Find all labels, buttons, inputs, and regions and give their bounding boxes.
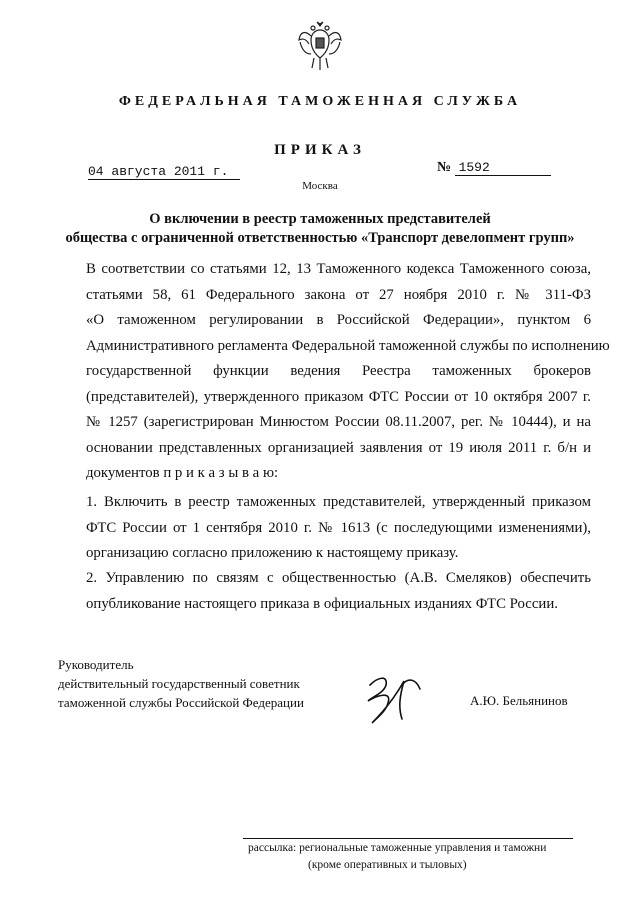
text-line: Административного регламента Федеральной таможенной службы по исполнению — [86, 337, 610, 354]
text-line: основании представленных организацией заявления от 19 июля 2011 г. б/н и — [86, 439, 591, 456]
paragraph-item-2 — [86, 566, 591, 617]
signer-title-line: Руководитель — [58, 657, 134, 672]
distribution-line: (кроме оперативных и тыловых) — [308, 859, 467, 871]
text-line: ФТС России от 1 сентября 2010 г. № 1613 (с последующими изменениями), — [86, 519, 591, 536]
city: Москва — [302, 180, 338, 192]
document-type: ПРИКАЗ — [274, 142, 366, 158]
subject-line-1: О включении в реестр таможенных представителей — [149, 211, 491, 227]
distribution-list — [248, 840, 578, 874]
text-line: организацию согласно приложению к настоящему приказу. — [86, 545, 459, 561]
text-line: (представителей), утвержденного приказом ФТС России от 10 октября 2007 г. — [86, 388, 591, 405]
text-line: 1. Включить в реестр таможенных представителей, утвержденный приказом — [86, 494, 591, 510]
text-line: документов п р и к а з ы в а ю: — [86, 465, 279, 481]
subject-line-2: общества с ограниченной ответственностью «Транспорт девелопмент групп» — [65, 230, 575, 246]
text-line: опубликование настоящего приказа в официальных изданиях ФТС России. — [86, 595, 558, 612]
text-line: В соответствии со статьями 12, 13 Таможенного кодекса Таможенного союза, — [86, 261, 591, 277]
agency-name: ФЕДЕРАЛЬНАЯ ТАМОЖЕННАЯ СЛУЖБА — [118, 94, 522, 109]
text-line: статьями 58, 61 Федерального закона от 27 ноября 2010 г. № 311-ФЗ — [86, 286, 591, 303]
text-line: 2. Управлению по связям с общественностью (А.В. Смеляков) обеспечить — [86, 570, 591, 586]
text-line: государственной функции ведения Реестра таможенных брокеров — [86, 363, 591, 379]
signer-title-line: таможенной службы Российской Федерации — [58, 695, 304, 710]
signer-title — [58, 655, 304, 712]
paragraph-item-1 — [86, 490, 591, 567]
order-number: 1592 — [455, 160, 551, 176]
number-sign: № — [437, 160, 452, 175]
signer-title-line: действительный государственный советник — [58, 676, 300, 691]
emblem-icon — [297, 20, 343, 72]
order-subject — [40, 210, 600, 248]
handwritten-signature — [348, 655, 448, 735]
order-number-group — [437, 160, 551, 176]
text-line: «О таможенном регулировании в Российской Федерации», пунктом 6 — [86, 312, 591, 328]
text-line: № 1257 (зарегистрирован Минюстом России 08.11.2007, рег. № 10444), и на — [86, 414, 591, 430]
paragraph-preamble — [86, 257, 610, 487]
signer-name: А.Ю. Бельянинов — [470, 693, 568, 708]
order-date: 04 августа 2011 г. — [88, 164, 240, 180]
distribution-divider — [243, 838, 573, 839]
distribution-line: рассылка: региональные таможенные управления и таможни — [248, 842, 547, 854]
